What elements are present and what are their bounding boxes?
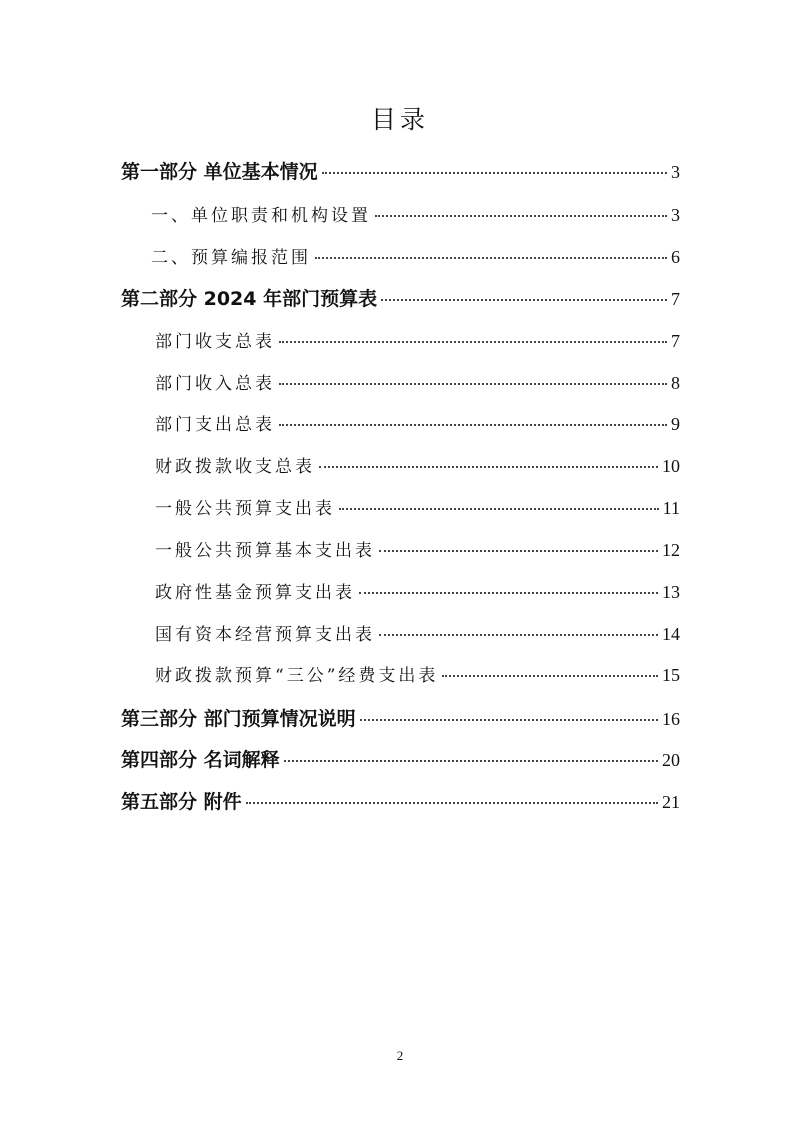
toc-entry-label: 部门收入总表 [155,374,275,394]
toc-entry-part-5[interactable] [121,787,680,814]
toc-entry-page: 6 [671,247,680,267]
toc-entry-page: 3 [671,162,680,182]
dot-leader [379,634,658,636]
toc-entry-label: 二、预算编报范围 [151,248,311,268]
toc-entry-section-1-2[interactable] [151,243,680,268]
toc-entry-page: 8 [671,373,680,393]
toc-entry-page: 20 [662,750,680,770]
toc-entry-table-4[interactable] [155,452,680,477]
dot-leader [284,760,658,762]
toc-entry-page: 7 [671,289,680,309]
toc-entry-label: 第三部分 部门预算情况说明 [121,708,356,730]
toc-entry-page: 9 [671,414,680,434]
toc-entry-page: 10 [662,456,680,476]
toc-entry-table-5[interactable] [155,494,680,519]
toc-entry-label: 政府性基金预算支出表 [155,583,355,603]
toc-entry-page: 15 [662,665,680,685]
dot-leader [315,257,667,259]
toc-entry-label: 第四部分 名词解释 [121,749,280,771]
toc-entry-part-4[interactable] [121,745,680,772]
toc-entry-table-6[interactable] [155,536,680,561]
footer-page-number: 2 [396,1048,404,1063]
toc-title: 目录 [370,105,429,134]
toc-entry-part-3[interactable] [121,704,680,731]
toc-entry-table-8[interactable] [155,620,680,645]
toc-entry-label: 一般公共预算支出表 [155,499,335,519]
toc-entry-page: 7 [671,331,680,351]
toc-entry-label: 一般公共预算基本支出表 [155,541,375,561]
dot-leader [442,675,658,677]
toc-entry-table-7[interactable] [155,578,680,603]
toc-entry-page: 11 [662,498,680,518]
dot-leader [279,383,667,385]
toc-entry-page: 13 [662,582,680,602]
dot-leader [379,550,658,552]
toc-entry-section-1-1[interactable] [151,201,680,226]
toc-entry-label: 第一部分 单位基本情况 [121,161,318,183]
toc-entry-table-3[interactable] [155,410,680,435]
toc-entry-page: 21 [662,792,680,812]
dot-leader [319,466,658,468]
dot-leader [279,424,667,426]
toc-entry-label: 部门收支总表 [155,332,275,352]
dot-leader [375,215,667,217]
toc-entry-label: 第二部分 2024 年部门预算表 [121,288,378,310]
toc-entry-table-9[interactable] [155,661,680,686]
toc-entry-page: 14 [662,624,680,644]
dot-leader [339,508,659,510]
toc-entry-part-2[interactable] [121,284,680,311]
dot-leader [359,592,658,594]
toc-entry-label: 财政拨款收支总表 [155,457,315,477]
dot-leader [381,299,667,301]
toc-entry-label: 第五部分 附件 [121,791,242,813]
toc-entry-label: 财政拨款预算“三公”经费支出表 [155,666,439,686]
toc-entry-page: 12 [662,540,680,560]
dot-leader [360,719,658,721]
toc-entry-label: 部门支出总表 [155,415,275,435]
toc-entry-table-2[interactable] [155,369,680,394]
toc-entry-label: 国有资本经营预算支出表 [155,625,375,645]
toc-entry-label: 一、单位职责和机构设置 [151,206,371,226]
toc-entry-page: 16 [662,709,680,729]
toc-entry-table-1[interactable] [155,327,680,352]
dot-leader [246,802,658,804]
dot-leader [322,172,667,174]
toc-entry-page: 3 [671,205,680,225]
dot-leader [279,341,667,343]
toc-entry-part-1[interactable] [121,157,680,184]
